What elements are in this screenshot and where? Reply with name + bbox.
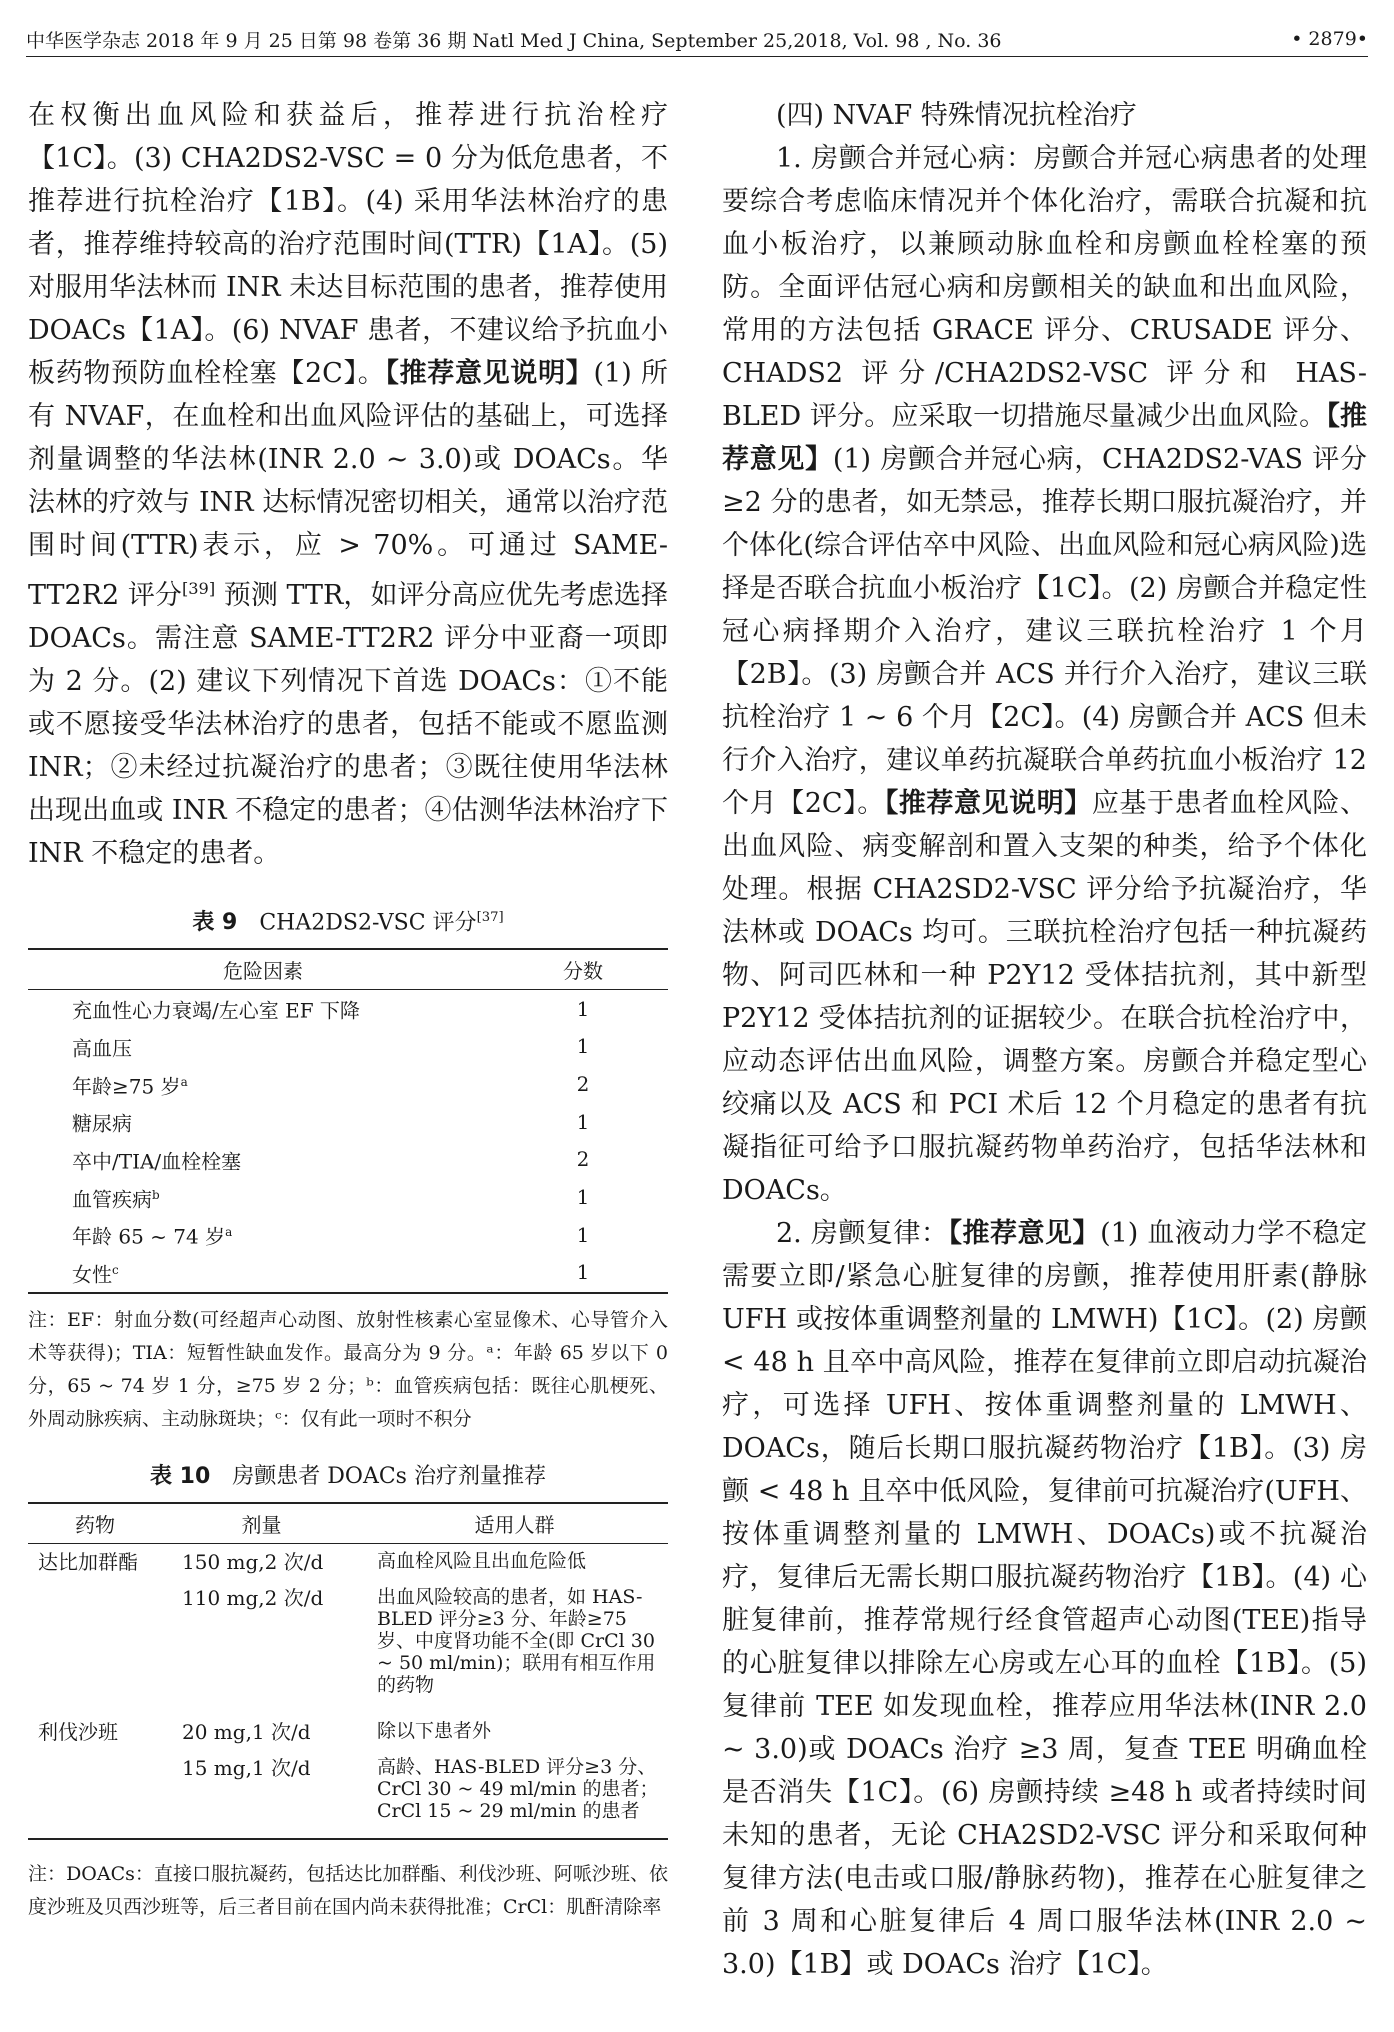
- p1-lead: 1. 房颤合并冠心病：: [776, 143, 1034, 174]
- table9-row: [28, 1216, 668, 1254]
- table10: [28, 1502, 668, 1840]
- table9-caption: [28, 903, 668, 938]
- left-text-2: (1) 所有 NVAF，在血栓和出血风险评估的基础上，可选择剂量调整的华法林(INR 2.0 ~ 3.0)或 DOACs。华法林的疗效与 INR 达标情况密切相关，通常以治疗范围时间(TTR)表示，应 > 70%。可通过 SAME-TT2R2 评分: [28, 358, 669, 611]
- table10-dose: 110 mg,2 次/d: [182, 1585, 324, 1610]
- table9-factor: [28, 1028, 498, 1066]
- table10-row: [28, 1702, 668, 1750]
- table10-dose: 150 mg,2 次/d: [182, 1549, 324, 1574]
- table9-factor-text: 充血性心力衰竭/左心室 EF 下降: [72, 998, 360, 1023]
- left-body: [28, 94, 668, 875]
- table9-footnote-mark: a: [180, 1074, 188, 1089]
- table9-score: 2: [576, 1147, 590, 1172]
- p1-expl: 应基于患者血栓风险、出血风险、病变解剖和置入支架的种类，给予个体化处理。根据 CHA2SD2-VSC 评分给予抗凝治疗，华法林或 DOACs 均可。三联抗栓治疗包括一种抗凝药物、阿司匹林和一种 P2Y12 受体拮抗剂，其中新型 P2Y12 受体拮抗剂的证据较少。在联合抗栓治疗中，应动态评估出血风险，调整方案。房颤合并稳定型心绞痛以及 ACS 和 PCI 术后 12 个月稳定的患者有抗凝指征可给予口服抗凝药物单药治疗，包括华法林和 DOACs。: [722, 788, 1368, 1206]
- table9-score: 1: [576, 996, 590, 1021]
- table9-footnote-mark: a: [225, 1225, 233, 1240]
- recommendation-explanation-label: 【推荐意见说明】: [385, 358, 594, 389]
- table9-row: [28, 1254, 668, 1293]
- table10-note: 注：DOACs：直接口服抗凝药，包括达比加群酯、利伐沙班、阿哌沙班、依度沙班及贝西沙班等，后三者目前在国内尚未获得批准；CrCl：肌酐清除率: [28, 1862, 668, 1918]
- table9-col-score: 分数: [498, 949, 668, 990]
- table9-factor-text: 高血压: [72, 1036, 132, 1061]
- right-paragraph-2: [722, 1212, 1367, 1986]
- table9-row: [28, 990, 668, 1028]
- table9-title: CHA2DS2-VSC 评分: [259, 910, 477, 936]
- table10-row: [28, 1543, 668, 1580]
- table10-drug: [28, 1750, 162, 1839]
- p2-rec: (1) 血液动力学不稳定需要立即/紧急心脏复律的房颤，推荐使用肝素(静脉 UFH 或按体重调整剂量的 LMWH)【1C】。(2) 房颤 < 48 h 且卒中高风险，推荐在复律前立即启动抗凝治疗，可选择 UFH、按体重调整剂量的 LMWH、DOACs，随后长期口服抗凝药物治疗【1B】。(3) 房颤 < 48 h 且卒中低风险，复律前可抗凝治疗(UFH、按体重调整剂量的 LMWH、DOACs)或不抗凝治疗，复律后无需长期口服抗凝药物治疗【1B】。(4) 心脏复律前，推荐常规行经食管超声心动图(TEE)指导的心脏复律以排除左心房或左心耳的血栓【1B】。(5) 复律前 TEE 如发现血栓，推荐应用华法林(INR 2.0 ~ 3.0)或 DOACs 治疗 ≥3 周，复查 TEE 明确血栓是否消失【1C】。(6) 房颤持续 ≥48 h 或者持续时间未知的患者，无论 CHA2SD2-VSC 评分和采取何种复律方法(电击或口服/静脉药物)，推荐在心脏复律之前 3 周和心脏复律后 4 周口服华法林(INR 2.0 ~ 3.0)【1B】或 DOACs 治疗【1C】。: [722, 1218, 1368, 1980]
- table9-factor-text: 女性: [72, 1262, 112, 1287]
- table10-dose: 20 mg,1 次/d: [182, 1719, 311, 1744]
- table10-title: 房颤患者 DOACs 治疗剂量推荐: [232, 1463, 546, 1489]
- p1-rec: (1) 房颤合并冠心病，CHA2DS2-VAS 评分≥2 分的患者，如无禁忌，推荐长期口服抗凝治疗，并个体化(综合评估卒中风险、出血风险和冠心病风险)选择是否联合抗血小板治疗【1C】。(2) 房颤合并稳定性冠心病择期介入治疗，建议三联抗栓治疗 1 个月【2B】。(3) 房颤合并 ACS 并行介入治疗，建议三联抗栓治疗 1 ~ 6 个月【2C】。(4) 房颤合并 ACS 但未行介入治疗，建议单药抗凝联合单药抗血小板治疗 12 个月【2C】。: [722, 444, 1368, 819]
- table9-factor-text: 糖尿病: [72, 1111, 132, 1136]
- table9-factor-text: 年龄≥75 岁: [72, 1074, 181, 1099]
- table10-row: [28, 1750, 668, 1839]
- table9-factor-text: 血管疾病: [72, 1187, 152, 1212]
- p2-lead: 2. 房颤复律：: [776, 1218, 949, 1249]
- table9-score: 1: [576, 1184, 590, 1209]
- table10-caption: [28, 1462, 668, 1492]
- table9-ref: [37]: [476, 910, 504, 925]
- table10-dose: 15 mg,1 次/d: [162, 1750, 361, 1839]
- table9-label: 表 9: [192, 910, 238, 936]
- table9-row: [28, 1066, 668, 1104]
- table10-row: [28, 1580, 668, 1702]
- table9-factor: [28, 1179, 498, 1217]
- table9-footnote-mark: c: [112, 1262, 119, 1277]
- right-paragraph-1: [722, 137, 1367, 1212]
- table9-factor-text: 年龄 65 ~ 74 岁: [72, 1224, 226, 1249]
- citation-ref: [39]: [181, 579, 216, 598]
- table9: [28, 948, 668, 1293]
- right-body: [722, 94, 1367, 1986]
- table9-factor-text: 卒中/TIA/血栓栓塞: [72, 1149, 242, 1174]
- table9-score: 2: [576, 1071, 590, 1096]
- table10-drug: 达比加群酯: [38, 1549, 138, 1574]
- left-text-1: 在权衡出血风险和获益后，推荐进行抗治栓疗【1C】。(3) CHA2DS2-VSC = 0 分为低危患者，不推荐进行抗栓治疗【1B】。(4) 采用华法林治疗的患者，推荐维持较高的治疗范围时间(TTR)【1A】。(5) 对服用华法林而 INR 未达目标范围的患者，推荐使用 DOACs【1A】。(6) NVAF 患者，不建议给予抗血小板药物预防血栓栓塞【2C】。: [28, 100, 668, 389]
- table10-pop: 出血风险较高的患者，如 HAS-BLED 评分≥3 分、年龄≥75 岁、中度肾功能不全(即 CrCl 30 ~ 50 ml/min)；联用有相互作用的药物: [377, 1585, 656, 1696]
- p2-rec-label: 【推荐意见】: [948, 1218, 1101, 1249]
- running-head-left: 中华医学杂志 2018 年 9 月 25 日第 98 卷第 36 期 Natl Med J China, September 25,2018, Vol. 98 , No. 36: [26, 29, 1002, 52]
- table10-label: 表 10: [150, 1463, 211, 1489]
- left-column: [28, 94, 668, 1924]
- table9-factor: [28, 1216, 498, 1254]
- table10-drug: 利伐沙班: [38, 1719, 118, 1744]
- table9-score: 1: [576, 1034, 590, 1059]
- table9-factor: [28, 1254, 498, 1293]
- table9-score: 1: [576, 1222, 590, 1247]
- table10-col-drug: 药物: [28, 1503, 162, 1544]
- p1-expl-label: 【推荐意见说明】: [884, 788, 1092, 819]
- table9-score: 1: [576, 1109, 590, 1134]
- table9-row: [28, 1179, 668, 1217]
- table10-header: [28, 1503, 668, 1544]
- table9-factor: [28, 1066, 498, 1104]
- table9-note: 注：EF：射血分数(可经超声心动图、放射性核素心室显像术、心导管介入术等获得)；TIA：短暂性缺血发作。最高分为 9 分。ᵃ：年龄 65 岁以下 0 分，65 ~ 74 岁 1 分，≥75 岁 2 分；ᵇ：血管疾病包括：既往心肌梗死、外周动脉疾病、主动脉斑块；ᶜ：仅有此一项时不积分: [28, 1308, 668, 1430]
- header-rule: [26, 56, 1368, 57]
- left-paragraph: [28, 94, 668, 875]
- table9-factor: [28, 1103, 498, 1141]
- table10-pop: 高血栓风险且出血危险低: [377, 1549, 587, 1572]
- table9-score: 1: [498, 1254, 668, 1293]
- right-column: [722, 94, 1367, 1986]
- table10-col-pop: 适用人群: [361, 1503, 668, 1544]
- left-text-3: 预测 TTR，如评分高应优先考虑选择 DOACs。需注意 SAME-TT2R2 评分中亚裔一项即为 2 分。(2) 建议下列情况下首选 DOACs：①不能或不愿接受华法林治疗的患者，包括不能或不愿监测 INR；②未经过抗凝治疗的患者；③既往使用华法林出现出血或 INR 不稳定的患者；④估测华法林治疗下 INR 不稳定的患者。: [28, 580, 668, 869]
- table9-row: [28, 1103, 668, 1141]
- table9-factor: [28, 990, 498, 1028]
- table9-row: [28, 1141, 668, 1179]
- table9-header: [28, 949, 668, 990]
- section-heading: (四) NVAF 特殊情况抗栓治疗: [776, 100, 1137, 131]
- page-number: • 2879•: [1291, 28, 1368, 50]
- running-head: [26, 26, 1368, 52]
- table9-footnote-mark: b: [152, 1187, 160, 1202]
- table9-row: [28, 1028, 668, 1066]
- table9-col-factor: 危险因素: [28, 949, 498, 990]
- table10-col-dose: 剂量: [162, 1503, 361, 1544]
- table10-drug: [28, 1580, 162, 1702]
- table9-factor: [28, 1141, 498, 1179]
- table10-pop: 高龄、HAS-BLED 评分≥3 分、CrCl 30 ~ 49 ml/min 的患者；CrCl 15 ~ 29 ml/min 的患者: [361, 1750, 668, 1839]
- p1-rec-label: 【推荐意见】: [722, 401, 1367, 475]
- table10-pop: 除以下患者外: [377, 1719, 492, 1742]
- p1-text: 房颤合并冠心病患者的处理要综合考虑临床情况并个体化治疗，需联合抗凝和抗血小板治疗，以兼顾动脉血栓和房颤血栓栓塞的预防。全面评估冠心病和房颤相关的缺血和出血风险，常用的方法包括 GRACE 评分、CRUSADE 评分、CHADS2 评分/CHA2DS2-VSC 评分和 HAS-BLED 评分。应采取一切措施尽量减少出血风险。: [722, 143, 1368, 432]
